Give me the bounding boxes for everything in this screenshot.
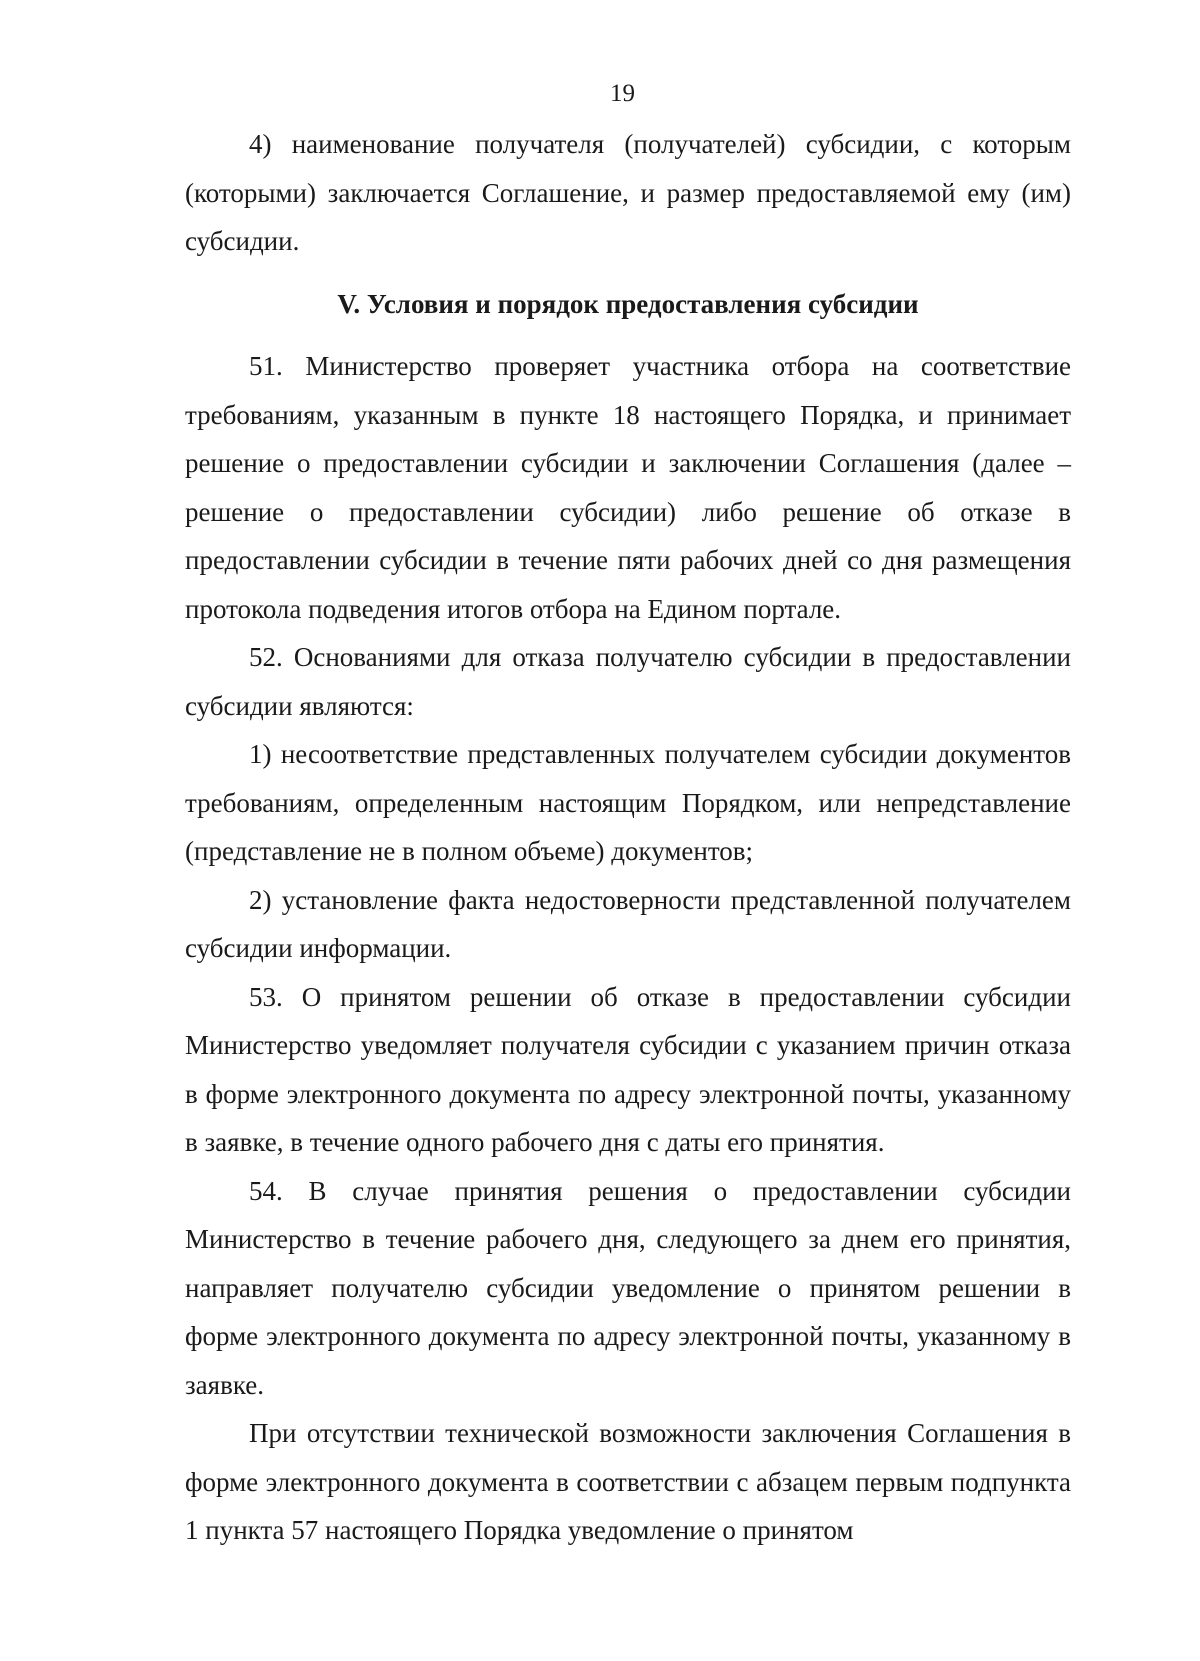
paragraph-54: 54. В случае принятия решения о предоставлении субсидии Министерство в течение рабочего дня, следующего за днем его принятия, направляет получателю субсидии уведомление о принятом решении в форме электронного документа по адресу электронной почты, указанному в заявке. xyxy=(185,1175,1071,1400)
paragraph-52-item-1: 1) несоответствие представленных получателем субсидии документов требованиям, определенным настоящим Порядком, или непредставление (представление не в полном объеме) документов; xyxy=(185,739,1071,866)
page-number: 19 xyxy=(610,80,635,107)
paragraph-53: 53. О принятом решении об отказе в предоставлении субсидии Министерство уведомляет получателя субсидии с указанием причин отказа в форме электронного документа по адресу электронной почты, указанному в заявке, в течение одного рабочего дня с даты его принятия. xyxy=(185,981,1071,1157)
paragraph-52-item-2: 2) установление факта недостоверности представленной получателем субсидии информации. xyxy=(185,884,1071,963)
document-body xyxy=(185,120,1071,1555)
paragraph-item-4: 4) наименование получателя (получателей) субсидии, с которым (которыми) заключается Соглашение, и размер предоставляемой ему (им) субсидии. xyxy=(185,129,1071,256)
paragraph-54-continuation: При отсутствии технической возможности заключения Соглашения в форме электронного документа в соответствии с абзацем первым подпункта 1 пункта 57 настоящего Порядка уведомление о принятом xyxy=(185,1418,1071,1545)
paragraph-51: 51. Министерство проверяет участника отбора на соответствие требованиям, указанным в пункте 18 настоящего Порядка, и принимает решение о предоставлении субсидии и заключении Соглашения (далее – решение о предоставлении субсидии) либо решение об отказе в предоставлении субсидии в течение пяти рабочих дней со дня размещения протокола подведения итогов отбора на Едином портале. xyxy=(185,351,1071,624)
section-heading: V. Условия и порядок предоставления субсидии xyxy=(337,288,919,319)
paragraph-52: 52. Основаниями для отказа получателю субсидии в предоставлении субсидии являются: xyxy=(185,642,1071,721)
